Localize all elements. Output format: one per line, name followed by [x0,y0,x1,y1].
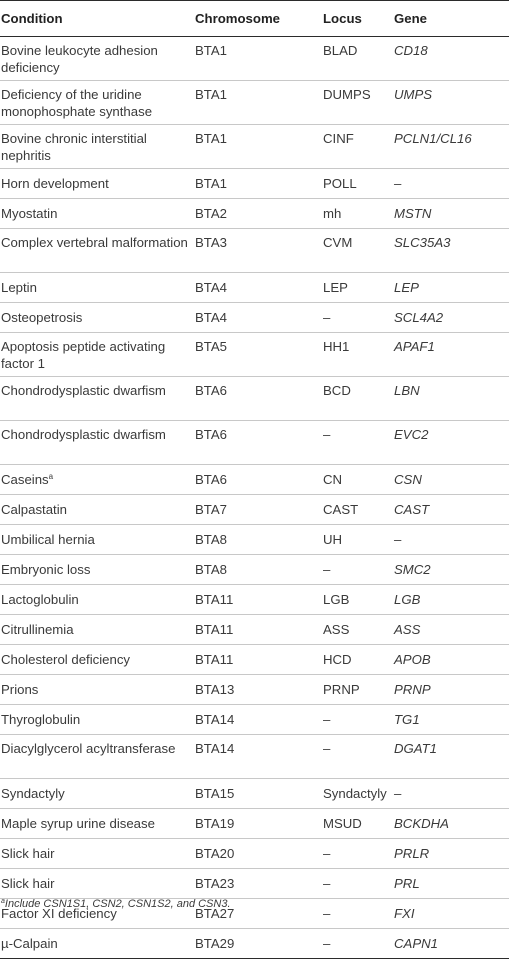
cell-gene-text: FXI [394,906,415,921]
cell-locus-text: – [323,562,331,577]
cell-gene [393,839,509,869]
cell-gene-text: APOB [394,652,431,667]
cell-locus [322,615,393,645]
cell-gene [393,869,509,899]
table-row [0,303,509,333]
cell-gene-text: TG1 [394,712,420,727]
cell-locus-text: – [323,427,331,442]
cell-chromosome-text: BTA20 [195,846,235,861]
cell-chromosome-text: BTA19 [195,816,235,831]
cell-condition-text: Maple syrup urine disease [1,816,155,831]
cell-gene [393,525,509,555]
cell-locus [322,333,393,377]
cell-condition-text: Bovine chronic interstitial nephritis [1,131,147,163]
cell-chromosome-text: BTA11 [195,622,234,637]
table-row [0,199,509,229]
cell-condition [0,229,194,273]
cell-chromosome-text: BTA23 [195,876,235,891]
cell-locus [322,377,393,421]
cell-condition [0,81,194,125]
cell-gene [393,421,509,465]
cell-gene [393,169,509,199]
cell-chromosome [194,525,322,555]
cell-locus-text: BCD [323,383,351,398]
cell-locus-text: CN [323,472,343,487]
table-row [0,377,509,421]
cell-gene [393,465,509,495]
cell-chromosome-text: BTA3 [195,235,228,250]
cell-gene [393,585,509,615]
table-row [0,929,509,959]
cell-locus-text: LEP [323,280,348,295]
cell-gene-text: SCL4A2 [394,310,444,325]
cell-condition [0,645,194,675]
cell-gene-text: PRLR [394,846,430,861]
cell-locus [322,779,393,809]
footnote-text: Include CSN1S1, CSN2, CSN1S2, and CSN3. [4,898,231,910]
cell-gene [393,81,509,125]
cell-condition [0,333,194,377]
cell-condition [0,495,194,525]
cell-chromosome [194,421,322,465]
cell-chromosome-text: BTA8 [195,562,228,577]
cell-condition-text: Lactoglobulin [1,592,79,607]
cell-chromosome [194,705,322,735]
cell-chromosome [194,735,322,779]
cell-gene [393,333,509,377]
cell-chromosome-text: BTA14 [195,741,235,756]
header-chromosome: Chromosome [195,11,280,26]
cell-condition [0,929,194,959]
cell-condition-text: Deficiency of the uridine monophosphate synthase [1,87,153,119]
cell-locus [322,37,393,81]
cell-chromosome-text: BTA1 [195,87,228,102]
condition-footnote-marker: a [48,472,54,481]
cell-locus [322,869,393,899]
cell-chromosome [194,303,322,333]
cell-gene-text: DGAT1 [394,741,437,756]
table-row [0,465,509,495]
cell-gene [393,199,509,229]
cell-gene [393,899,509,929]
table-row [0,735,509,779]
cell-gene-text: LBN [394,383,420,398]
cell-locus-text: mh [323,206,342,221]
cell-condition [0,525,194,555]
cell-locus-text: CAST [323,502,359,517]
cell-gene [393,705,509,735]
cell-gene-text: APAF1 [394,339,435,354]
cell-locus [322,229,393,273]
cell-locus-text: – [323,846,331,861]
cell-locus-text: LGB [323,592,350,607]
cell-locus [322,585,393,615]
cell-gene-text: – [394,532,402,547]
cell-condition-text: Calpastatin [1,502,67,517]
cell-condition [0,809,194,839]
cell-locus [322,421,393,465]
cell-locus [322,645,393,675]
cell-chromosome [194,125,322,169]
cell-gene [393,229,509,273]
cell-locus [322,495,393,525]
cell-chromosome-text: BTA29 [195,936,235,951]
cell-condition-text: Slick hair [1,846,55,861]
cell-condition-text: Embryonic loss [1,562,91,577]
cell-chromosome [194,495,322,525]
cell-locus [322,169,393,199]
cell-condition [0,125,194,169]
cell-chromosome-text: BTA2 [195,206,228,221]
cell-condition [0,37,194,81]
cell-gene [393,779,509,809]
cell-condition-text: Thyroglobulin [1,712,81,727]
cell-condition-text: Bovine leukocyte adhesion deficiency [1,43,158,75]
cell-locus-text: PRNP [323,682,360,697]
cell-chromosome-text: BTA1 [195,176,228,191]
cell-condition-text: Slick hair [1,876,55,891]
cell-chromosome-text: BTA4 [195,310,228,325]
cell-condition-text: Horn development [1,176,109,191]
cell-condition-text: Leptin [1,280,37,295]
cell-condition [0,199,194,229]
cell-locus-text: DUMPS [323,87,371,102]
cell-chromosome [194,779,322,809]
cell-chromosome-text: BTA27 [195,906,235,921]
table-row [0,779,509,809]
cell-condition-text: Myostatin [1,206,58,221]
cell-gene [393,303,509,333]
table-header [0,1,509,37]
cell-locus [322,809,393,839]
cell-gene-text: PCLN1/CL16 [394,131,472,146]
cell-condition [0,555,194,585]
cell-locus [322,81,393,125]
cell-chromosome [194,169,322,199]
cell-condition [0,465,194,495]
header-row [0,1,509,37]
cell-gene [393,37,509,81]
cell-chromosome [194,929,322,959]
cell-condition-text: Apoptosis peptide activating factor 1 [1,339,166,371]
table-row [0,585,509,615]
cell-chromosome-text: BTA6 [195,427,228,442]
cell-locus-text: – [323,906,331,921]
cell-locus-text: UH [323,532,343,547]
table-body [0,37,509,959]
cell-condition [0,377,194,421]
table-row [0,675,509,705]
table-row [0,555,509,585]
cell-condition-text: Factor XI deficiency [1,906,117,921]
cell-chromosome-text: BTA15 [195,786,235,801]
header-condition: Condition [1,11,63,26]
cell-chromosome [194,869,322,899]
cell-gene-text: CD18 [394,43,428,58]
cell-condition [0,839,194,869]
cell-locus [322,303,393,333]
cell-locus-text: CVM [323,235,353,250]
cell-chromosome [194,333,322,377]
cell-gene-text: CAST [394,502,430,517]
cell-locus [322,465,393,495]
cell-condition-text: µ-Calpain [1,936,58,951]
cell-locus [322,525,393,555]
cell-chromosome-text: BTA1 [195,43,228,58]
cell-gene [393,929,509,959]
cell-condition [0,705,194,735]
cell-condition-text: Complex vertebral malformation [1,235,188,250]
table-row [0,229,509,273]
table-row [0,333,509,377]
table-row [0,615,509,645]
table-row [0,839,509,869]
cell-gene-text: LEP [394,280,419,295]
cell-chromosome [194,273,322,303]
cell-condition [0,735,194,779]
cell-locus [322,705,393,735]
cell-chromosome [194,81,322,125]
cell-gene-text: ASS [394,622,421,637]
cell-condition-text: Diacylglycerol acyltransferase [1,741,176,756]
cell-gene [393,125,509,169]
cell-condition-text: Citrullinemia [1,622,74,637]
cell-chromosome [194,229,322,273]
cell-condition-text: Chondrodysplastic dwarfism [1,427,166,442]
cell-gene [393,645,509,675]
cell-gene [393,809,509,839]
cell-chromosome-text: BTA6 [195,383,228,398]
cell-gene [393,377,509,421]
table-row [0,81,509,125]
cell-chromosome [194,585,322,615]
cell-gene-text: PRNP [394,682,431,697]
cell-chromosome [194,465,322,495]
cell-gene-text: EVC2 [394,427,429,442]
cell-locus-text: – [323,936,331,951]
cell-gene-text: UMPS [394,87,433,102]
cell-gene [393,615,509,645]
table-row [0,525,509,555]
cell-chromosome [194,839,322,869]
cell-locus-text: – [323,712,331,727]
cell-condition [0,615,194,645]
cell-gene-text: – [394,176,402,191]
cell-gene-text: BCKDHA [394,816,449,831]
cell-gene-text: LGB [394,592,421,607]
footnote-marker: a [1,898,5,905]
cell-condition-text: Prions [1,682,39,697]
cell-gene [393,555,509,585]
cell-chromosome-text: BTA1 [195,131,228,146]
table-row [0,125,509,169]
cell-locus [322,735,393,779]
cell-gene [393,735,509,779]
cell-condition [0,585,194,615]
cell-locus-text: POLL [323,176,357,191]
table-row [0,645,509,675]
cell-condition [0,869,194,899]
cell-locus-text: CINF [323,131,354,146]
cell-locus [322,555,393,585]
cell-locus-text: BLAD [323,43,358,58]
cell-chromosome-text: BTA14 [195,712,235,727]
cell-chromosome [194,377,322,421]
cell-condition [0,169,194,199]
table-row [0,37,509,81]
cell-locus-text: – [323,741,331,756]
cell-locus [322,199,393,229]
cell-locus-text: HH1 [323,339,350,354]
cell-chromosome-text: BTA8 [195,532,228,547]
header-locus: Locus [323,11,362,26]
cell-chromosome-text: BTA11 [195,652,234,667]
cell-locus [322,929,393,959]
cell-locus [322,675,393,705]
cell-condition [0,421,194,465]
table-row [0,169,509,199]
cell-condition-text: Umbilical hernia [1,532,95,547]
cell-condition [0,779,194,809]
cell-locus [322,273,393,303]
cell-chromosome-text: BTA11 [195,592,234,607]
cell-gene [393,273,509,303]
cell-gene-text: CAPN1 [394,936,438,951]
table-row [0,495,509,525]
cell-gene-text: CSN [394,472,422,487]
cell-chromosome [194,199,322,229]
cell-chromosome [194,645,322,675]
cell-chromosome-text: BTA6 [195,472,228,487]
table-footnote [1,898,231,910]
cell-chromosome [194,615,322,645]
cell-gene-text: – [394,786,402,801]
cell-gene [393,675,509,705]
cell-condition [0,303,194,333]
table-row [0,809,509,839]
cell-condition-text: Syndactyly [1,786,65,801]
cell-locus-text: – [323,310,331,325]
cell-chromosome-text: BTA13 [195,682,235,697]
cell-condition-text: Osteopetrosis [1,310,83,325]
cell-locus-text: ASS [323,622,350,637]
cell-chromosome [194,809,322,839]
cell-gene [393,495,509,525]
table-row [0,273,509,303]
cell-condition-text: Cholesterol deficiency [1,652,131,667]
table-row [0,421,509,465]
cell-locus [322,125,393,169]
cell-locus-text: – [323,876,331,891]
cell-locus [322,839,393,869]
cell-locus-text: MSUD [323,816,362,831]
cell-condition [0,675,194,705]
cell-chromosome-text: BTA4 [195,280,228,295]
cell-gene-text: PRL [394,876,420,891]
cell-gene-text: MSTN [394,206,432,221]
cell-chromosome [194,555,322,585]
cell-chromosome [194,37,322,81]
table-row [0,705,509,735]
cell-gene-text: SMC2 [394,562,431,577]
cell-locus-text: HCD [323,652,352,667]
cell-locus [322,899,393,929]
cell-locus-text: Syndactyly [323,786,387,801]
cell-condition-text: Chondrodysplastic dwarfism [1,383,166,398]
header-gene: Gene [394,11,427,26]
cell-gene-text: SLC35A3 [394,235,451,250]
cell-condition [0,273,194,303]
cell-chromosome [194,675,322,705]
cell-chromosome-text: BTA5 [195,339,228,354]
cell-chromosome-text: BTA7 [195,502,228,517]
table-row [0,869,509,899]
cell-condition-text: Caseins [1,472,49,487]
